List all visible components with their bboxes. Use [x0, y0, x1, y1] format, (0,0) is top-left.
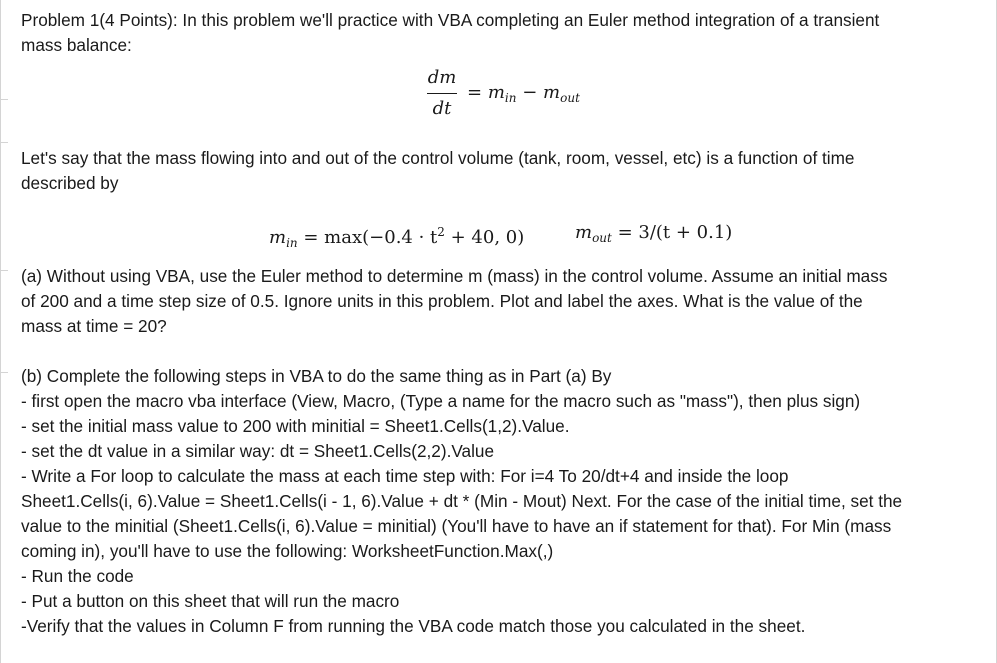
- min-expression-b: + 40, 0): [444, 227, 525, 248]
- part-a-line-1: (a) Without using VBA, use the Euler method to determine m (mass) in the control volume. Assume an initial mass: [21, 266, 888, 286]
- min-subscript: in: [286, 236, 298, 250]
- problem-text-cell[interactable]: [21, 8, 993, 639]
- part-b-line: value to the minitial (Sheet1.Cells(i, 6).Value = minitial) (You'll have to have an if statement for that). For Min (mass: [21, 516, 892, 536]
- part-b-line: - first open the macro vba interface (View, Macro, (Type a name for the macro such as "mass"), then plus sign): [21, 391, 861, 411]
- part-a-line-3: mass at time = 20?: [21, 316, 167, 336]
- part-b-line: -Verify that the values in Column F from running the VBA code match those you calculated in the sheet.: [21, 616, 806, 636]
- derivative-fraction: [425, 66, 459, 121]
- equals-sign: =: [467, 82, 483, 103]
- description-line-2: described by: [21, 173, 119, 193]
- part-b-line: - Run the code: [21, 566, 134, 586]
- flow-rate-equations: [21, 206, 993, 256]
- part-b-line: - Put a button on this sheet that will run the macro: [21, 591, 400, 611]
- row-divider: [0, 270, 8, 271]
- mass-balance-equation: [21, 66, 993, 132]
- description-line-1: Let's say that the mass flowing into and out of the control volume (tank, room, vessel, etc) is a function of time: [21, 148, 855, 168]
- min-equation: [269, 220, 524, 256]
- row-divider: [0, 142, 8, 143]
- part-a-line-2: of 200 and a time step size of 0.5. Ignore units in this problem. Plot and label the axes. What is the value of the: [21, 291, 863, 311]
- part-b-line: coming in), you'll have to use the following: WorksheetFunction.Max(,): [21, 541, 554, 561]
- part-b-line: - set the dt value in a similar way: dt = Sheet1.Cells(2,2).Value: [21, 441, 495, 461]
- equation-rhs: [467, 80, 580, 111]
- part-b-line: - Write a For loop to calculate the mass at each time step with: For i=4 To 20/dt+4 and inside the loop: [21, 466, 789, 486]
- row-divider: [0, 372, 8, 373]
- out-subscript: out: [560, 91, 580, 105]
- min-expression-a: = max(−0.4 · t: [297, 227, 438, 248]
- intro-line-2: mass balance:: [21, 35, 132, 55]
- intro-line-1: Problem 1(4 Points): In this problem we'll practice with VBA completing an Euler method integration of a transient: [21, 10, 880, 30]
- fraction-bar: [427, 93, 457, 94]
- part-b-line: (b) Complete the following steps in VBA to do the same thing as in Part (a) By: [21, 366, 612, 386]
- row-divider: [0, 99, 8, 100]
- mout-subscript: out: [592, 231, 612, 245]
- min-exponent: 2: [437, 225, 445, 239]
- part-b-line: Sheet1.Cells(i, 6).Value = Sheet1.Cells(i - 1, 6).Value + dt * (Min - Mout) Next. For the case of the initial time, set the: [21, 491, 903, 511]
- in-subscript: in: [504, 91, 517, 105]
- part-b-line: - set the initial mass value to 200 with minitial = Sheet1.Cells(1,2).Value.: [21, 416, 570, 436]
- mout-expression: = 3/(t + 0.1): [611, 222, 733, 243]
- fraction-numerator: dm: [427, 67, 457, 88]
- min-symbol: m: [269, 227, 287, 248]
- fraction-denominator: dt: [432, 98, 452, 119]
- mout-symbol: m: [575, 222, 593, 243]
- m-in-symbol: m: [487, 82, 505, 103]
- minus-sign: −: [522, 82, 538, 103]
- mout-equation: [575, 220, 732, 251]
- m-out-symbol: m: [543, 82, 561, 103]
